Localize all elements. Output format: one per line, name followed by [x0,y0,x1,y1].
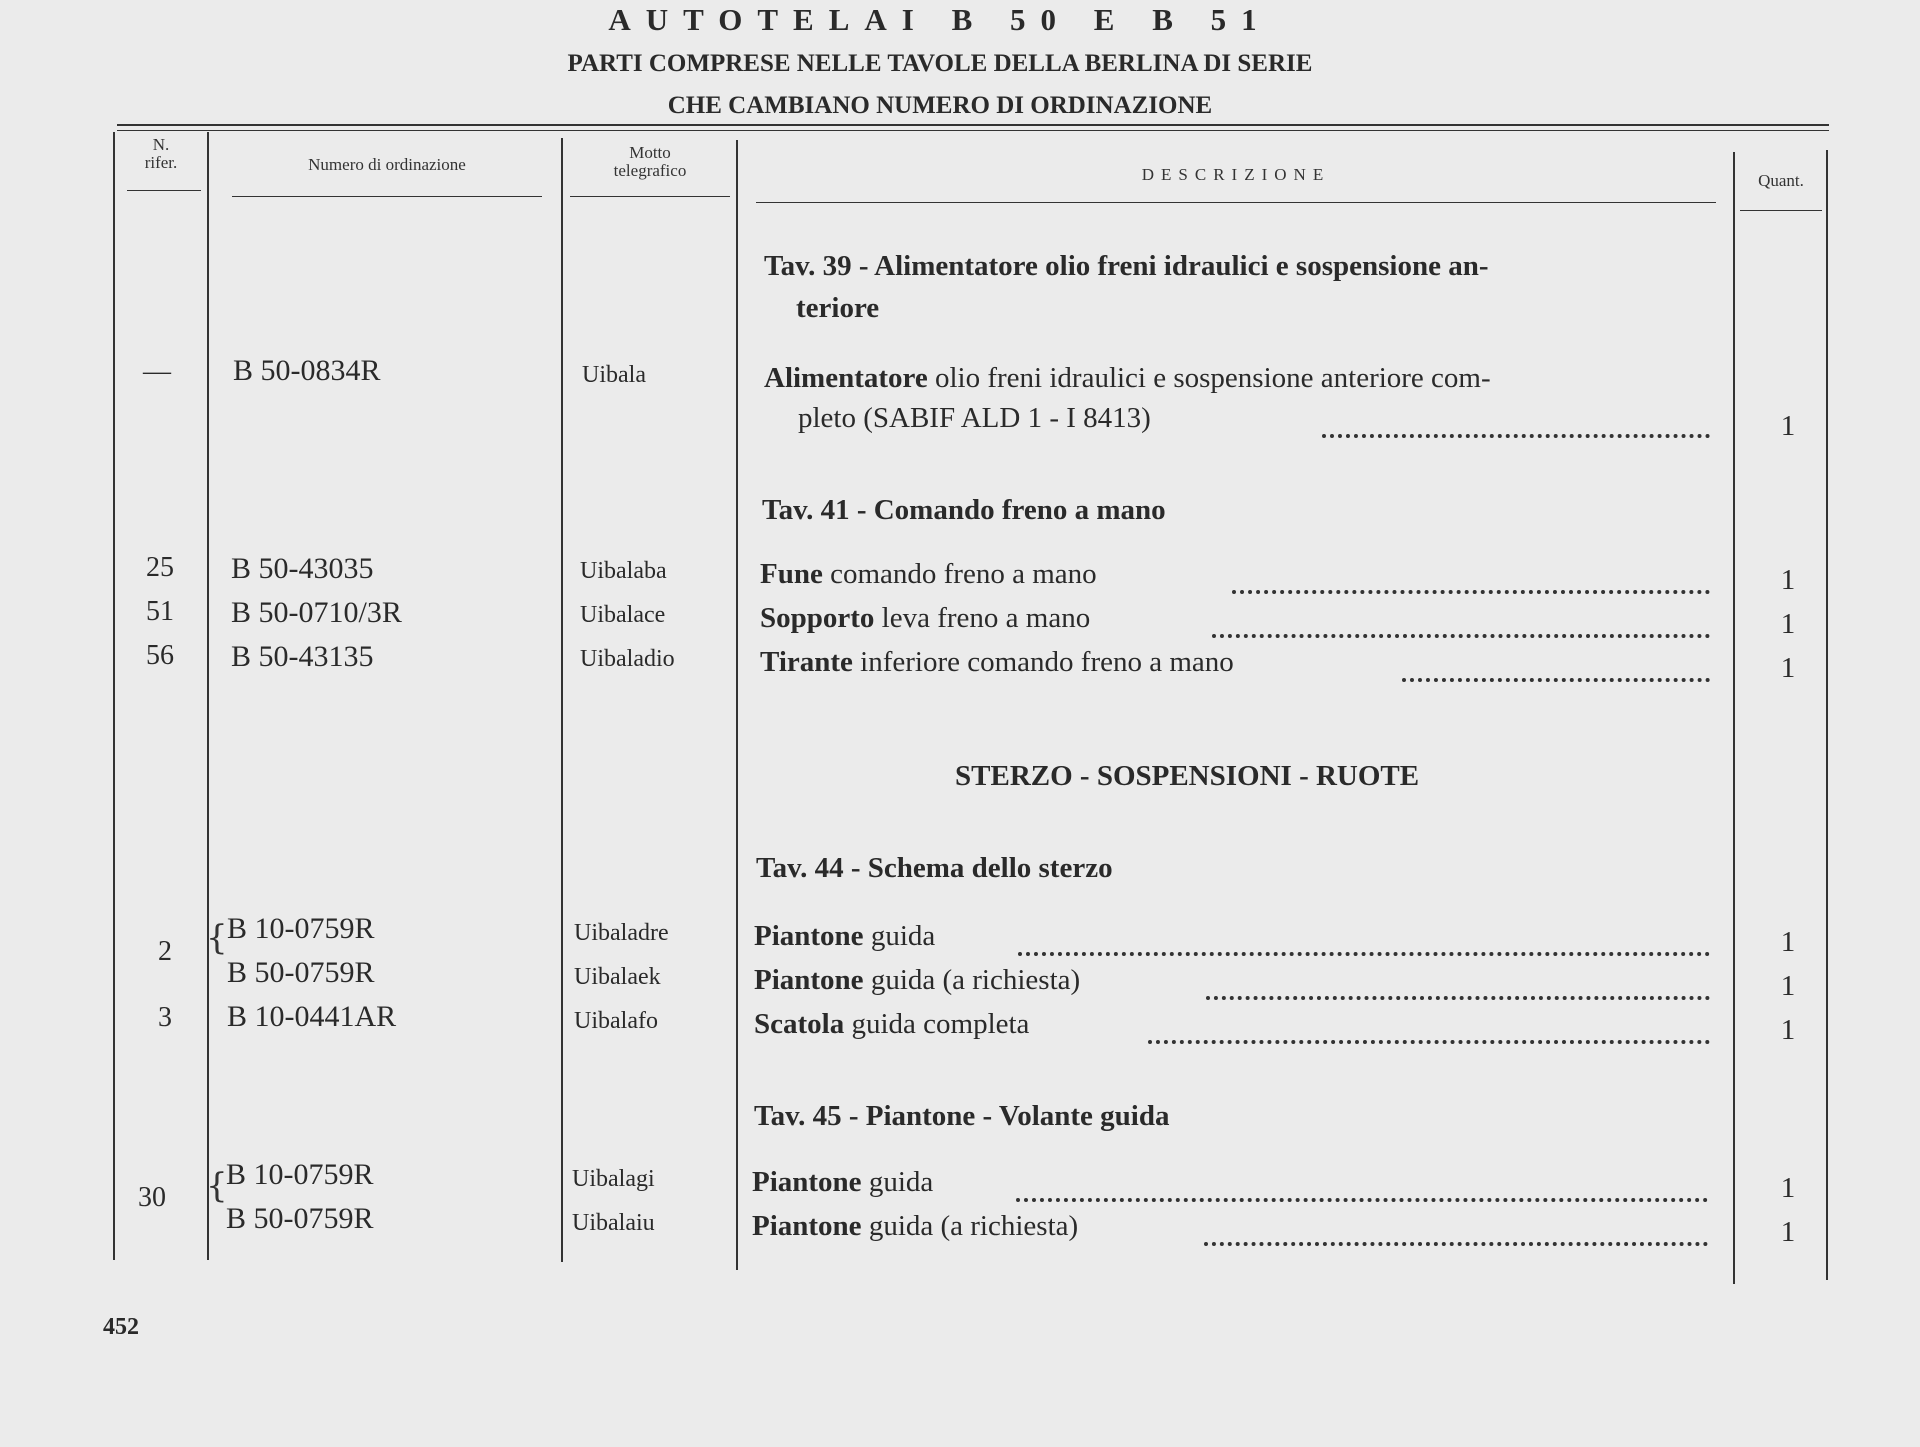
telegraphic-code: Uibala [582,362,646,388]
telegraphic-code: Uibalagi [572,1166,655,1192]
order-number: B 50-0710/3R [231,596,402,629]
header-underline [1740,210,1822,211]
header-motto-line1: Motto [629,143,671,162]
order-number: B 50-43135 [231,640,374,673]
telegraphic-code: Uibaladre [574,920,669,946]
part-description: Fune comando freno a mano [760,558,1097,590]
ref-number: 25 [146,552,174,583]
telegraphic-code: Uibaladio [580,646,675,672]
order-number: B 50-0759R [227,956,375,989]
column-divider [736,140,738,1270]
page-subtitle: PARTI COMPRESE NELLE TAVOLE DELLA BERLINA DI SERIE [567,50,1313,77]
order-number: B 50-0759R [226,1202,374,1235]
order-number: B 10-0441AR [227,1000,397,1033]
leader-dots [1322,426,1710,438]
section-heading-cont: teriore [796,292,880,324]
table-top-rule [117,124,1829,126]
leader-dots [1018,944,1710,956]
quantity: 1 [1780,652,1796,684]
telegraphic-code: Uibalace [580,602,666,628]
page-title: AUTOTELAI B 50 E B 51 [608,2,1272,37]
page-subtitle-2: CHE CAMBIANO NUMERO DI ORDINAZIONE [667,92,1213,119]
part-description: Tirante inferiore comando freno a mano [760,646,1234,678]
header-n-rifer [120,136,202,172]
column-divider [1826,150,1828,1280]
part-description: Scatola guida completa [754,1008,1030,1040]
column-divider [561,138,563,1262]
header-motto-line2: telegrafico [613,161,687,180]
section-heading: Tav. 39 - Alimentatore olio freni idraulici e sospensione an- [764,250,1489,282]
column-divider [1733,152,1735,1284]
part-description: Piantone guida [754,920,936,952]
header-quant: Quant. [1758,171,1804,190]
section-heading: Tav. 45 - Piantone - Volante guida [754,1100,1170,1132]
group-title: STERZO - SOSPENSIONI - RUOTE [955,760,1420,792]
header-numero: Numero di ordinazione [308,155,466,174]
leader-dots [1016,1190,1708,1202]
ref-number: 2 [158,936,172,967]
telegraphic-code: Uibalaek [574,964,661,990]
page-number: 452 [103,1314,139,1340]
order-number: B 10-0759R [227,912,375,945]
quantity: 1 [1780,1216,1796,1248]
quantity: 1 [1780,970,1796,1002]
ref-number: 30 [138,1182,166,1213]
section-heading: Tav. 44 - Schema dello sterzo [756,852,1113,884]
leader-dots [1206,988,1710,1000]
table-top-rule-2 [117,130,1829,131]
header-underline [232,196,542,197]
header-underline [756,202,1716,203]
header-descrizione: DESCRIZIONE [1141,165,1331,184]
quantity: 1 [1780,926,1796,958]
quantity: 1 [1780,1172,1796,1204]
part-description: Piantone guida [752,1166,934,1198]
header-underline [127,190,201,191]
order-number: B 10-0759R [226,1158,374,1191]
ref-number: 56 [146,640,174,671]
quantity: 1 [1780,564,1796,596]
header-n-rifer-line2: rifer. [144,153,178,172]
leader-dots [1232,582,1710,594]
section-heading: Tav. 41 - Comando freno a mano [762,494,1166,526]
ref-number: 3 [158,1002,172,1033]
part-description: Piantone guida (a richiesta) [752,1210,1079,1242]
header-underline [570,196,730,197]
telegraphic-code: Uibalaiu [572,1210,655,1236]
leader-dots [1402,670,1710,682]
brace-icon: { [206,1166,228,1206]
brace-icon: { [206,918,228,958]
part-description: Sopporto leva freno a mano [760,602,1091,634]
column-divider [113,132,115,1260]
telegraphic-code: Uibalafo [574,1008,658,1034]
leader-dots [1148,1032,1710,1044]
part-description: Piantone guida (a richiesta) [754,964,1081,996]
header-n-rifer-line1: N. [152,135,170,154]
quantity: 1 [1780,1014,1796,1046]
order-number: B 50-43035 [231,552,374,585]
ref-number: 51 [146,596,174,627]
column-divider [207,132,209,1260]
telegraphic-code: Uibalaba [580,558,667,584]
header-motto [570,144,730,180]
leader-dots [1212,626,1710,638]
part-description: Alimentatore olio freni idraulici e sospensione anteriore com- [764,362,1491,394]
leader-dots [1204,1234,1708,1246]
quantity: 1 [1780,608,1796,640]
quantity: 1 [1780,410,1796,442]
ref-number: — [143,356,171,387]
part-description-cont: pleto (SABIF ALD 1 - I 8413) [798,402,1151,434]
order-number: B 50-0834R [233,354,381,387]
